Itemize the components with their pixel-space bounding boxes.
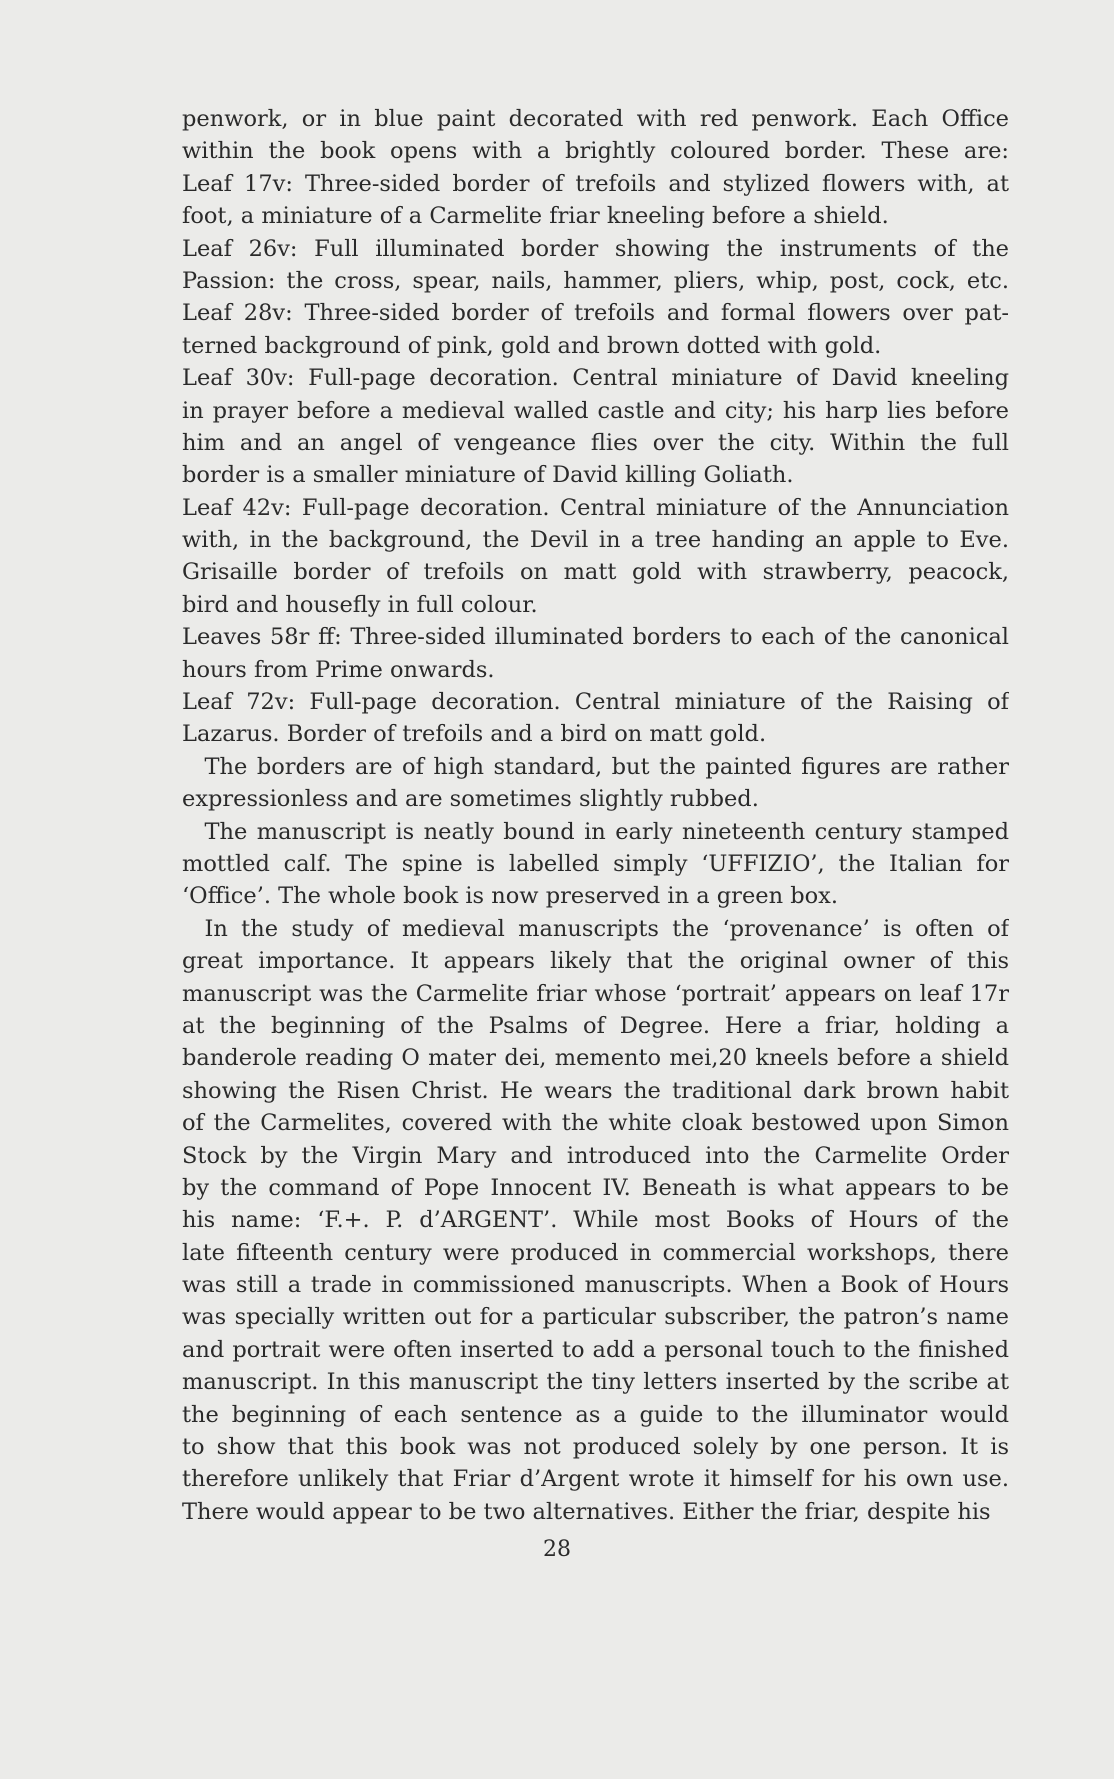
text-line: manuscript. In this manuscript the tiny letters inserted by the scribe at xyxy=(182,1369,1009,1396)
text-line: with, in the background, the Devil in a tree handing an apple to Eve. xyxy=(182,527,1009,554)
text-line: of the Carmelites, covered with the white cloak bestowed upon Simon xyxy=(182,1110,1009,1137)
text-line: late fifteenth century were produced in commercial workshops, there xyxy=(182,1239,1009,1266)
text-line: Leaf 28v: Three-sided border of trefoils and formal flowers over pat- xyxy=(182,300,1009,327)
text-line: terned background of pink, gold and brown dotted with gold. xyxy=(182,332,882,359)
text-line: and portrait were often inserted to add a personal touch to the finished xyxy=(182,1336,1009,1363)
text-line: Stock by the Virgin Mary and introduced into the Carmelite Order xyxy=(182,1142,1009,1169)
text-line: ‘Office’. The whole book is now preserved in a green box. xyxy=(182,883,839,910)
text-line: Leaf 30v: Full-page decoration. Central miniature of David kneeling xyxy=(182,365,1009,392)
text-line: Grisaille border of trefoils on matt gold with strawberry, peacock, xyxy=(182,559,1009,586)
text-line: Leaf 17v: Three-sided border of trefoils and stylized flowers with, at xyxy=(182,170,1009,197)
text-line: Leaf 26v: Full illuminated border showing the instruments of the xyxy=(182,235,1009,262)
text-line: mottled calf. The spine is labelled simply ‘UFFIZIO’, the Italian for xyxy=(182,850,1009,877)
text-line: by the command of Pope Innocent IV. Beneath is what appears to be xyxy=(182,1174,1009,1201)
text-line: within the book opens with a brightly coloured border. These are: xyxy=(182,138,1009,165)
text-line: his name: ‘F.+. P. d’ARGENT’. While most Books of Hours of the xyxy=(182,1207,1009,1234)
text-line: was specially written out for a particular subscriber, the patron’s name xyxy=(182,1304,1009,1331)
text-line: Leaf 42v: Full-page decoration. Central miniature of the Annunciation xyxy=(182,494,1009,521)
text-line: bird and housefly in full colour. xyxy=(182,591,538,618)
text-line: There would appear to be two alternatives. Either the friar, despite his xyxy=(182,1498,991,1525)
text-line: penwork, or in blue paint decorated with red penwork. Each Office xyxy=(182,106,1009,132)
text-line: Passion: the cross, spear, nails, hammer, pliers, whip, post, cock, etc. xyxy=(182,267,1009,294)
text-line: at the beginning of the Psalms of Degree. Here a friar, holding a xyxy=(182,1012,1009,1039)
text-line: Leaves 58r ff: Three-sided illuminated borders to each of the canonical xyxy=(182,624,1009,651)
text-line: The borders are of high standard, but the painted figures are rather xyxy=(182,753,1009,780)
text-line: was still a trade in commissioned manuscripts. When a Book of Hours xyxy=(182,1272,1009,1299)
text-line: The manuscript is neatly bound in early nineteenth century stamped xyxy=(182,818,1009,845)
text-line: therefore unlikely that Friar d’Argent wrote it himself for his own use. xyxy=(182,1466,1009,1493)
text-line: Lazarus. Border of trefoils and a bird on matt gold. xyxy=(182,721,767,748)
text-line: great importance. It appears likely that the original owner of this xyxy=(182,948,1009,975)
text-line: Leaf 72v: Full-page decoration. Central miniature of the Raising of xyxy=(182,689,1009,716)
body-text xyxy=(182,103,1009,1528)
text-line: to show that this book was not produced solely by one person. It is xyxy=(182,1434,1009,1461)
text-line: banderole reading O mater dei, memento mei,20 kneels before a shield xyxy=(182,1045,1009,1072)
text-line: the beginning of each sentence as a guide to the illuminator would xyxy=(182,1401,1009,1428)
page-number: 28 xyxy=(543,1537,571,1562)
text-line: In the study of medieval manuscripts the ‘provenance’ is often of xyxy=(182,915,1009,942)
text-line: hours from Prime onwards. xyxy=(182,656,495,683)
text-line: expressionless and are sometimes slightly rubbed. xyxy=(182,786,759,813)
text-line: showing the Risen Christ. He wears the traditional dark brown habit xyxy=(182,1077,1009,1104)
text-line: in prayer before a medieval walled castle and city; his harp lies before xyxy=(182,397,1009,424)
text-line: foot, a miniature of a Carmelite friar kneeling before a shield. xyxy=(182,203,889,230)
text-line: manuscript was the Carmelite friar whose ‘portrait’ appears on leaf 17r xyxy=(182,980,1009,1007)
text-line: him and an angel of vengeance flies over the city. Within the full xyxy=(182,429,1009,456)
text-line: border is a smaller miniature of David killing Goliath. xyxy=(182,462,794,489)
